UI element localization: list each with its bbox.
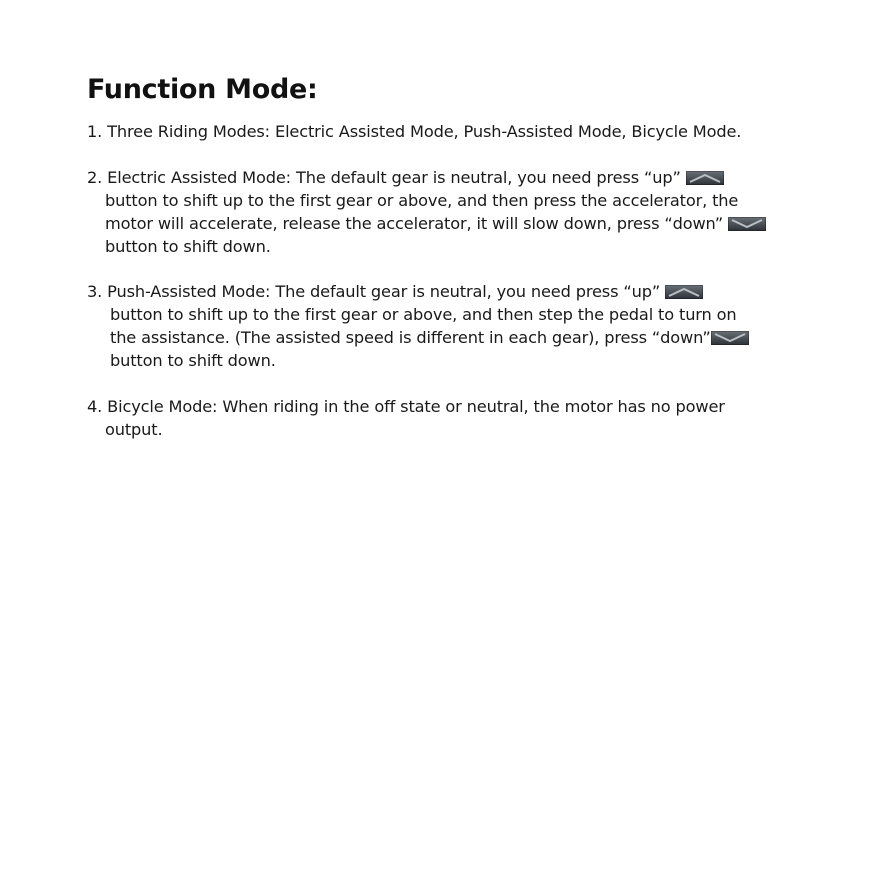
down-button-icon [711, 331, 749, 345]
item-2-line-3 [105, 212, 766, 235]
item-3-text-4: button to shift down. [110, 351, 276, 370]
item-2-text-3: motor will accelerate, release the accelerator, it will slow down, press “down” [105, 214, 724, 233]
item-2-line-2 [105, 189, 738, 212]
item-3-line-3 [110, 326, 749, 349]
item-2-text-4: button to shift down. [105, 237, 271, 256]
item-4-line-2 [105, 418, 163, 441]
item-4-text-2: output. [105, 420, 163, 439]
item-1-text: 1. Three Riding Modes: Electric Assisted Mode, Push-Assisted Mode, Bicycle Mode. [87, 122, 742, 141]
page-title: Function Mode: [87, 74, 318, 105]
item-3-text-1: 3. Push-Assisted Mode: The default gear is neutral, you need press “up” [87, 282, 661, 301]
up-button-icon [665, 285, 703, 299]
item-2-text-2: button to shift up to the first gear or above, and then press the accelerator, the [105, 191, 739, 210]
down-button-icon [728, 217, 766, 231]
item-2-text-1: 2. Electric Assisted Mode: The default gear is neutral, you need press “up” [87, 168, 681, 187]
item-4-line-1 [87, 395, 725, 418]
item-1-line-1 [87, 120, 741, 143]
up-button-icon [686, 171, 724, 185]
item-3-line-2 [110, 303, 737, 326]
item-3-line-4 [110, 349, 276, 372]
item-2-line-4 [105, 235, 271, 258]
item-3-text-3: the assistance. (The assisted speed is different in each gear), press “down” [110, 328, 711, 347]
item-3-text-2: button to shift up to the first gear or above, and then step the pedal to turn on [110, 305, 737, 324]
item-2-line-1 [87, 166, 724, 189]
item-4-text-1: 4. Bicycle Mode: When riding in the off state or neutral, the motor has no power [87, 397, 725, 416]
item-3-line-1 [87, 280, 703, 303]
